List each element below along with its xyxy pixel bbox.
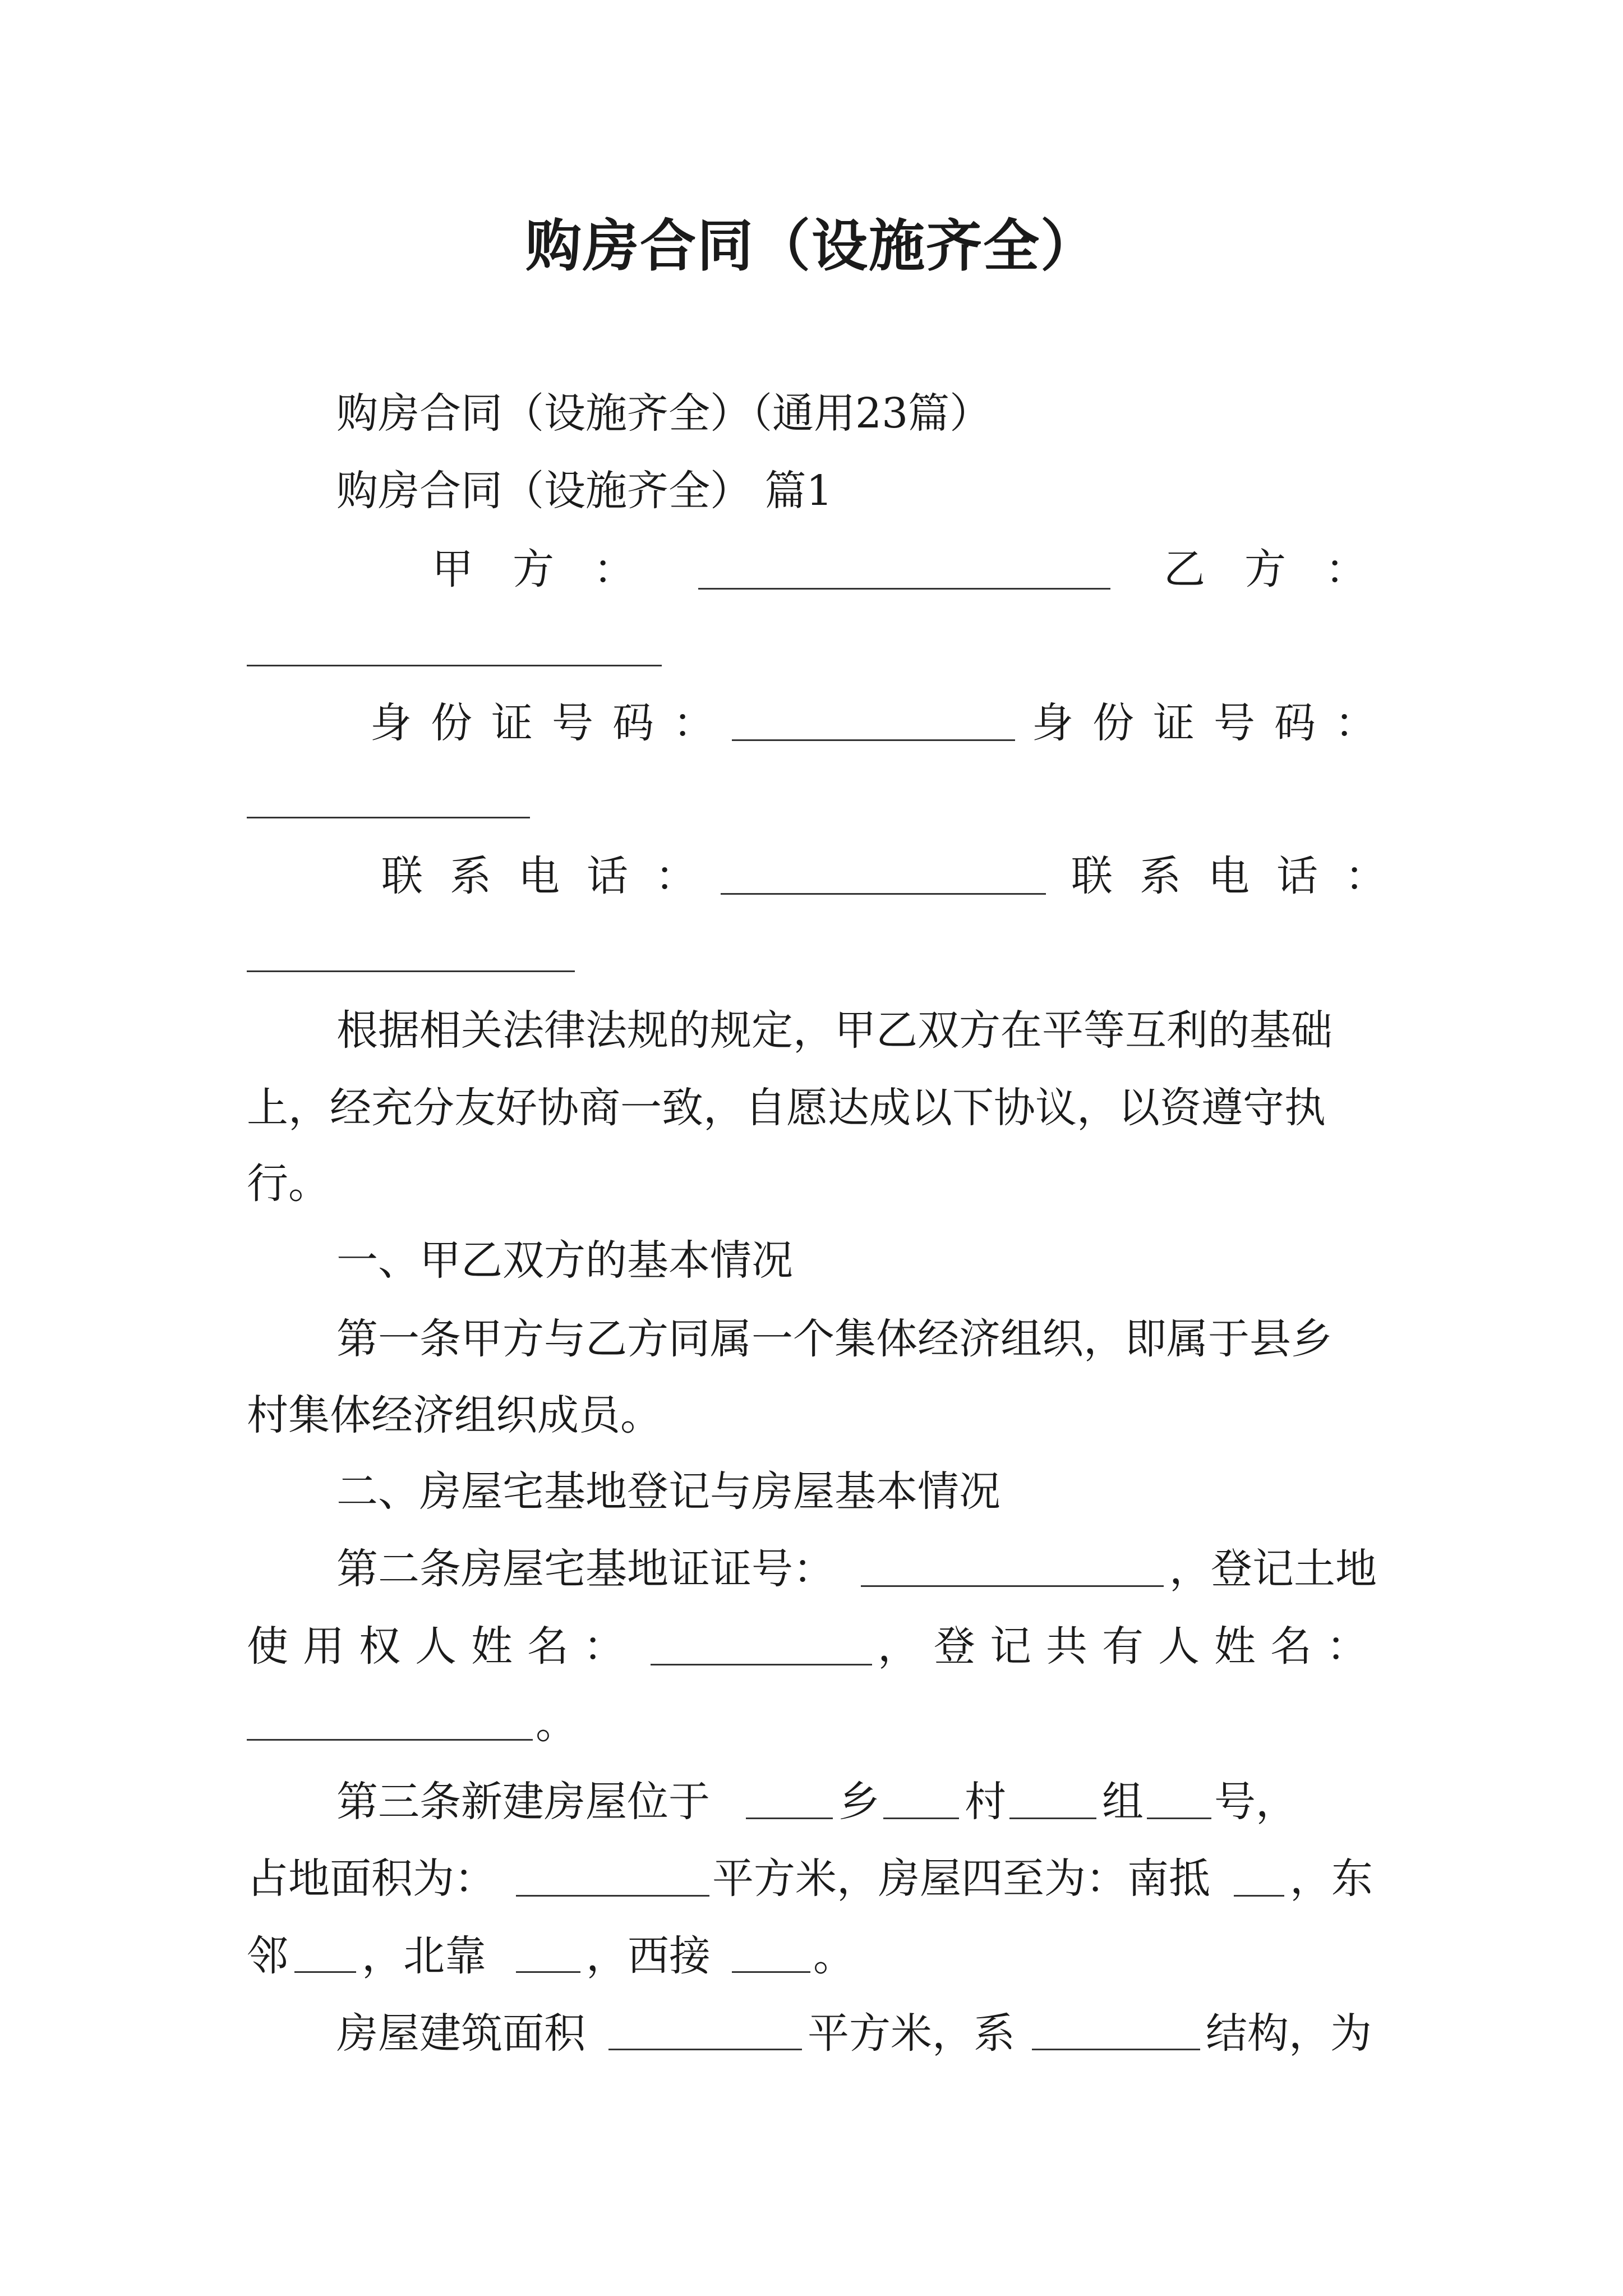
article-2-text-d: ，登记共有人姓名： xyxy=(878,1622,1382,1671)
id-a-blank xyxy=(732,739,1015,741)
article-3-text-c: 村 xyxy=(965,1778,1006,1826)
article-3-blank-township xyxy=(746,1818,833,1819)
phone-label-a: 联系电话： xyxy=(381,852,723,900)
article-3-blank-area xyxy=(516,1895,709,1897)
article-1-line-1: 第一条甲方与乙方同属一个集体经济组织，即属于县乡 xyxy=(336,1315,1332,1363)
id-label-a: 身份证号码： xyxy=(370,699,734,747)
article-3-text-e: 号， xyxy=(1214,1778,1297,1826)
party-b-blank xyxy=(247,665,662,666)
article-3-text-l: 。 xyxy=(813,1932,855,1980)
party-b-label: 乙方： xyxy=(1164,545,1406,593)
intro-line-3: 行。 xyxy=(247,1159,330,1208)
article-3-blank-east xyxy=(294,1971,356,1973)
id-b-blank xyxy=(247,817,530,818)
article-3-text-j: ，北靠 xyxy=(362,1932,486,1980)
article-3-text-a: 第三条新建房屋位于 xyxy=(336,1778,710,1826)
heading-2: 二、房屋宅基地登记与房屋基本情况 xyxy=(336,1467,1000,1516)
heading-1: 一、甲乙双方的基本情况 xyxy=(336,1236,793,1285)
article-3-text-g: 平方米，房屋四至为：南抵 xyxy=(712,1855,1210,1903)
article-2-blank-1 xyxy=(861,1585,1164,1587)
article-3-text-h: ，东 xyxy=(1290,1855,1373,1903)
article-3-blank-group xyxy=(1009,1818,1096,1819)
phone-a-blank xyxy=(721,893,1046,895)
article-3-blank-north xyxy=(516,1971,580,1973)
party-a-blank xyxy=(698,588,1110,590)
article-4-text-a: 房屋建筑面积 xyxy=(336,2009,585,2058)
article-3-text-f: 占地面积为： xyxy=(247,1855,496,1903)
phone-label-b: 联系电话： xyxy=(1071,852,1413,900)
article-2-text-b: ，登记土地 xyxy=(1169,1545,1377,1593)
document-subtitle: 购房合同（设施齐全）（通用23篇） xyxy=(336,389,992,438)
article-2-blank-3 xyxy=(247,1739,533,1741)
article-2-text-c: 使用权人姓名： xyxy=(247,1622,639,1671)
article-2-blank-2 xyxy=(651,1664,872,1665)
section-heading: 购房合同（设施齐全） 篇1 xyxy=(336,467,833,515)
article-4-text-b: 平方米，系 xyxy=(808,2009,1015,2058)
intro-line-2: 上，经充分友好协商一致，自愿达成以下协议，以资遵守执 xyxy=(247,1084,1326,1132)
intro-line-1: 根据相关法律法规的规定，甲乙双方在平等互利的基础 xyxy=(336,1006,1332,1055)
article-4-text-c: 结构，为 xyxy=(1206,2009,1372,2058)
article-3-blank-west xyxy=(732,1971,810,1973)
article-3-blank-village xyxy=(883,1818,959,1819)
article-3-text-d: 组 xyxy=(1102,1778,1144,1826)
article-1-line-2: 村集体经济组织成员。 xyxy=(247,1391,662,1439)
id-label-b: 身份证号码： xyxy=(1032,699,1395,747)
article-2-text-a: 第二条房屋宅基地证证号： xyxy=(336,1545,834,1593)
article-4-blank-area xyxy=(608,2049,802,2050)
article-3-blank-south xyxy=(1234,1895,1284,1897)
article-3-text-b: 乡 xyxy=(838,1778,880,1826)
article-3-text-i: 邻 xyxy=(247,1932,288,1980)
article-3-blank-number xyxy=(1147,1818,1211,1819)
phone-b-blank xyxy=(247,970,575,972)
party-a-label: 甲方： xyxy=(432,545,674,593)
article-4-blank-structure xyxy=(1032,2049,1200,2050)
article-3-text-k: ，西接 xyxy=(586,1932,711,1980)
article-2-end: 。 xyxy=(536,1700,577,1748)
page-title: 购房合同（设施齐全） xyxy=(525,213,1098,279)
